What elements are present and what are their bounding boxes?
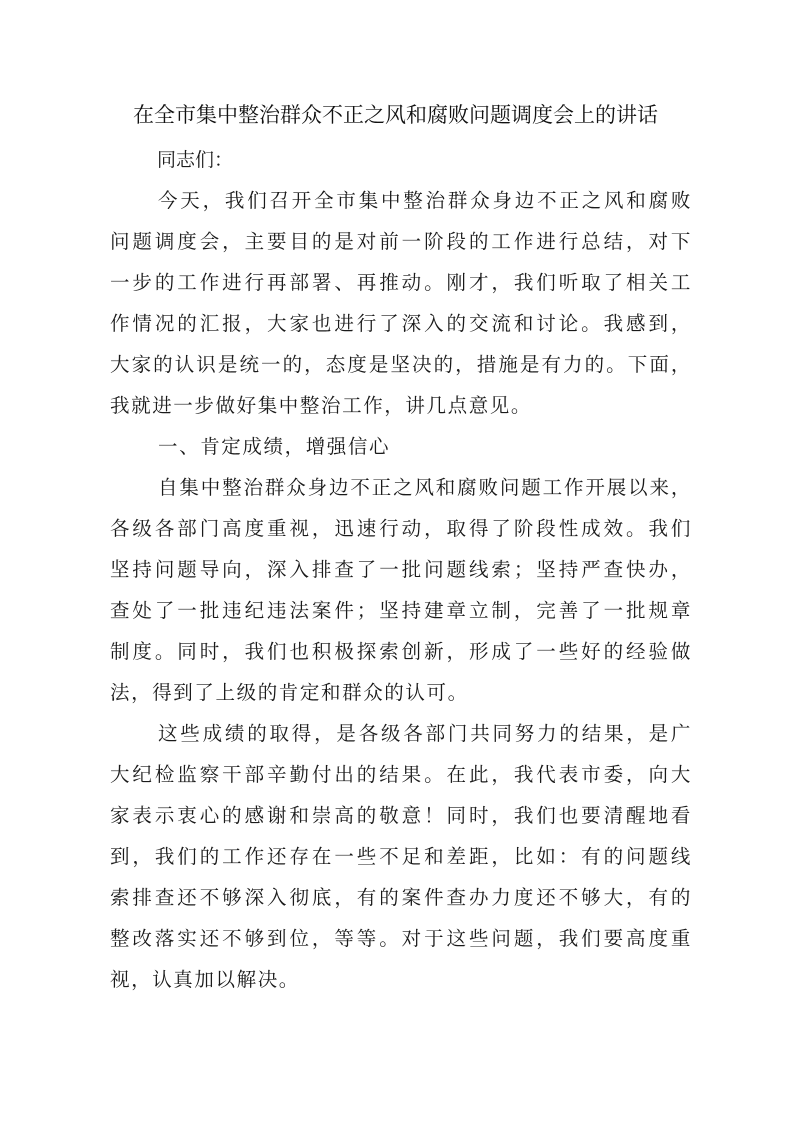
section-heading: 一、肯定成绩，增强信心 bbox=[158, 435, 391, 458]
salutation: 同志们： bbox=[157, 149, 234, 171]
paragraph-line: 视，认真加以解决。 bbox=[110, 968, 300, 991]
paragraph-line: 自集中整治群众身边不正之风和腐败问题工作开展以来， bbox=[158, 476, 692, 499]
paragraph-line: 家表示衷心的感谢和崇高的敬意！同时，我们也要清醒地看 bbox=[110, 804, 692, 827]
paragraph-shortcomings bbox=[110, 713, 692, 1000]
paragraph-line: 大纪检监察干部辛勤付出的结果。在此，我代表市委，向大 bbox=[110, 763, 692, 786]
paragraph-line: 一步的工作进行再部署、再推动。刚才，我们听取了相关工 bbox=[110, 271, 692, 294]
paragraph-line: 大家的认识是统一的，态度是坚决的，措施是有力的。下面， bbox=[110, 353, 692, 376]
paragraph-line: 这些成绩的取得，是各级各部门共同努力的结果，是广 bbox=[158, 722, 692, 745]
paragraph-opening bbox=[110, 180, 692, 426]
paragraph-line: 我就进一步做好集中整治工作，讲几点意见。 bbox=[110, 394, 533, 417]
paragraph-line: 到，我们的工作还存在一些不足和差距，比如：有的问题线 bbox=[110, 845, 692, 868]
paragraph-line: 问题调度会，主要目的是对前一阶段的工作进行总结，对下 bbox=[110, 230, 692, 253]
paragraph-line: 查处了一批违纪违法案件；坚持建章立制，完善了一批规章 bbox=[110, 599, 692, 622]
paragraph-line: 各级各部门高度重视，迅速行动，取得了阶段性成效。我们 bbox=[110, 517, 692, 540]
paragraph-line: 索排查还不够深入彻底，有的案件查办力度还不够大，有的 bbox=[110, 886, 692, 909]
paragraph-line: 作情况的汇报，大家也进行了深入的交流和讨论。我感到， bbox=[110, 312, 692, 335]
paragraph-line: 制度。同时，我们也积极探索创新，形成了一些好的经验做 bbox=[110, 640, 692, 663]
paragraph-achievements bbox=[110, 467, 692, 713]
paragraph-line: 法，得到了上级的肯定和群众的认可。 bbox=[110, 681, 469, 704]
paragraph-line: 整改落实还不够到位，等等。对于这些问题，我们要高度重 bbox=[110, 927, 692, 950]
document-body bbox=[110, 180, 692, 1000]
paragraph-line: 坚持问题导向，深入排查了一批问题线索；坚持严查快办， bbox=[110, 558, 692, 581]
document-title: 在全市集中整治群众不正之风和腐败问题调度会上的讲话 bbox=[133, 103, 658, 127]
paragraph-line: 今天，我们召开全市集中整治群众身边不正之风和腐败 bbox=[158, 189, 692, 212]
